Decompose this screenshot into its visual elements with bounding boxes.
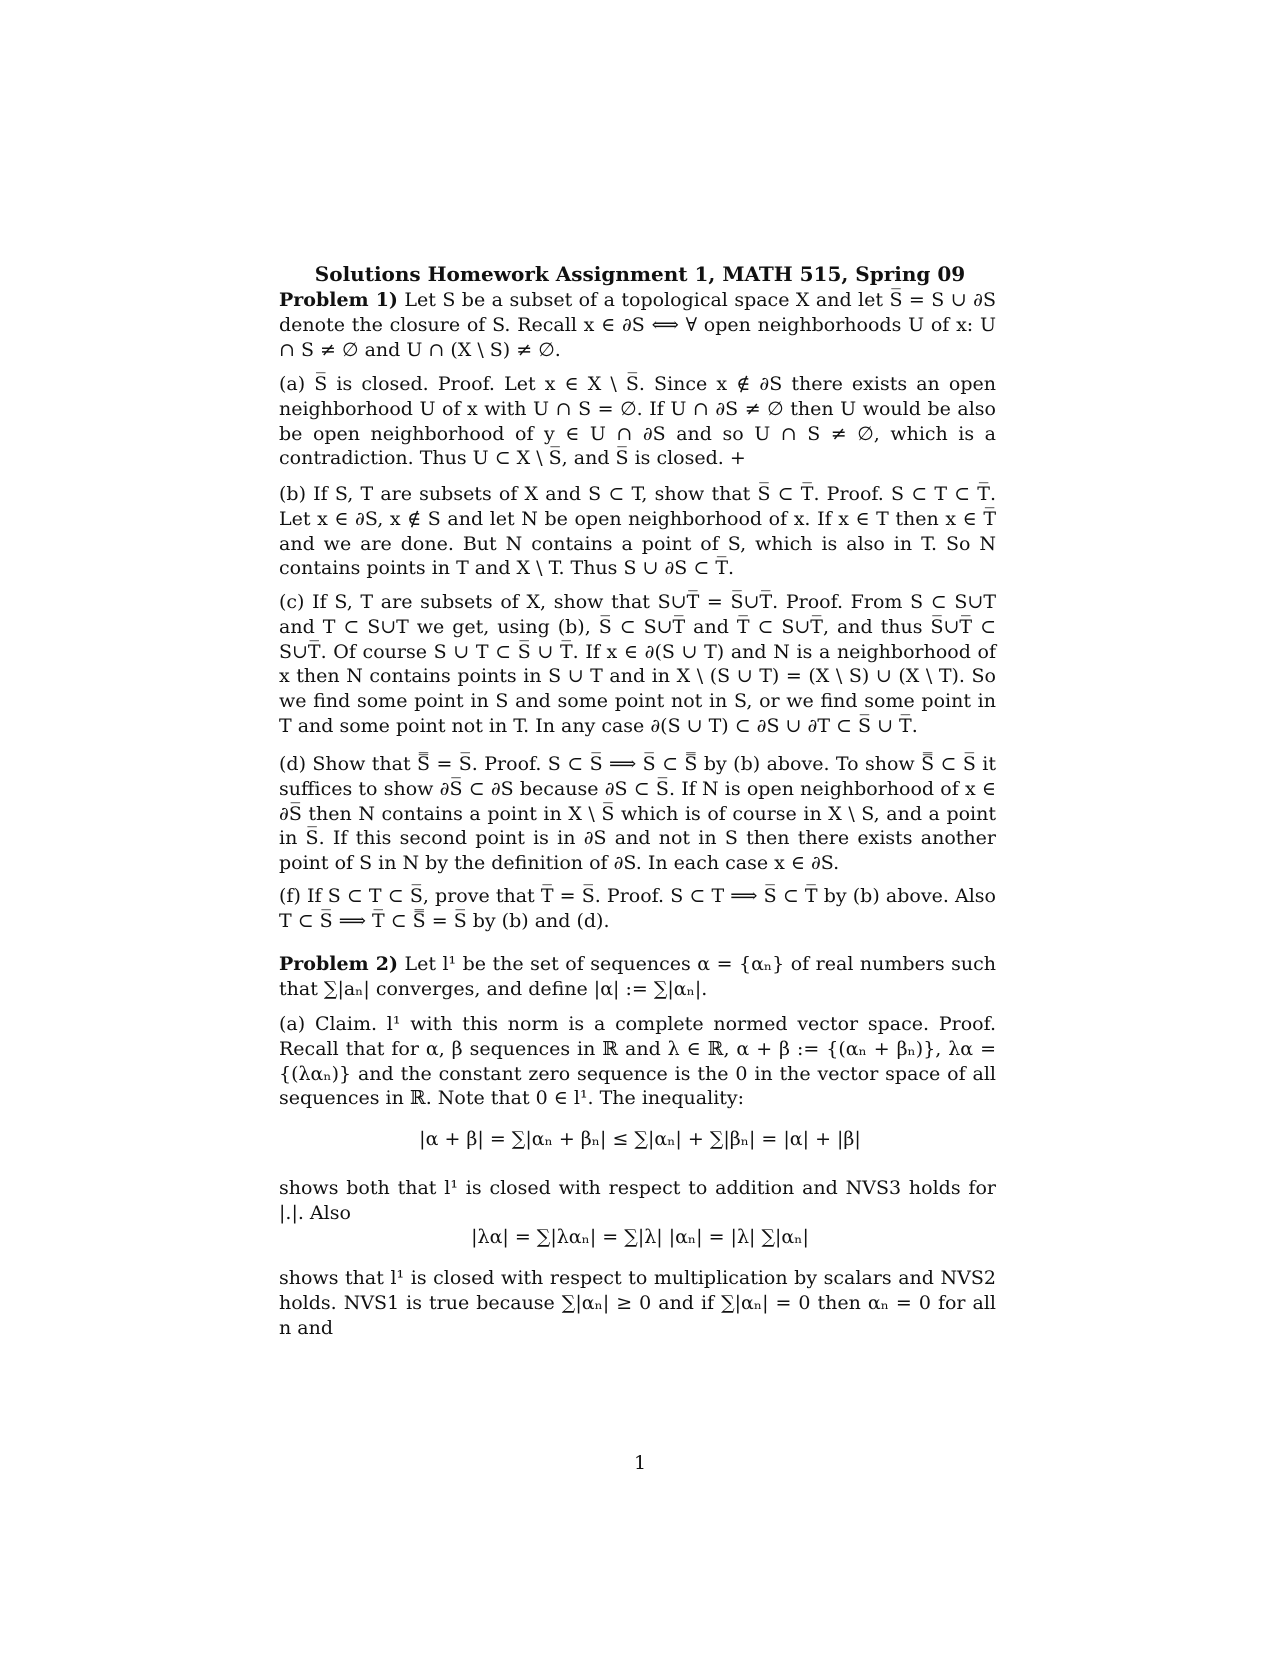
problem-1-part-b: (b) If S, T are subsets of X and S ⊂ T, show that S̅ ⊂ T̅. Proof. S ⊂ T ⊂ T̅. Let x ∈ ∂S, x ∉ S and let N be open neighborhood of x. If x ∈ T then x ∈ T̅ and we are done. But N contains a point of S, which is also in T. So N contains points in T and X \ T. Thus S ∪ ∂S ⊂ T̅. [279,483,996,580]
problem-2-intro [279,952,996,1002]
page-number: 1 [633,1452,647,1474]
problem-1-intro [279,288,996,362]
problem-2-part-a: (a) Claim. l¹ with this norm is a complete normed vector space. Proof. Recall that for α, β sequences in ℝ and λ ∈ ℝ, α + β := {(αₙ + βₙ)}, λα = {(λαₙ)} and the constant zero sequence is the 0 in the vector space of all sequences in ℝ. Note that 0 ∈ l¹. The inequality: [279,1013,996,1110]
problem-2-intro-text: Let l¹ be the set of sequences α = {αₙ} of real numbers such that ∑|aₙ| converges, and define |α| := ∑|αₙ|. [279,953,996,1000]
equation-triangle-inequality: |α + β| = ∑|αₙ + βₙ| ≤ ∑|αₙ| + ∑|βₙ| = |α| + |β| [419,1128,861,1150]
equation-scalar-homogeneity: |λα| = ∑|λαₙ| = ∑|λ| |αₙ| = |λ| ∑|αₙ| [471,1226,809,1248]
problem-1-intro-text: Let S be a subset of a topological space X and let S̅ = S ∪ ∂S denote the closure of S. Recall x ∈ ∂S ⟺ ∀ open neighborhoods U of x: U ∩ S ≠ ∅ and U ∩ (X \ S) ≠ ∅. [279,289,996,361]
problem-1-part-c: (c) If S, T are subsets of X, show that S∪T̅ = S̅∪T̅. Proof. From S ⊂ S∪T and T ⊂ S∪T we get, using (b), S̅ ⊂ S∪T̅ and T̅ ⊂ S∪T̅, and thus S̅∪T̅ ⊂ S∪T̅. Of course S ∪ T ⊂ S̅ ∪ T̅. If x ∈ ∂(S ∪ T) and N is a neighborhood of x then N contains points in S ∪ T and in X \ (S ∪ T) = (X \ S) ∪ (X \ T). So we find some point in S and some point not in S, or we find some point in T and some point not in T. In any case ∂(S ∪ T) ⊂ ∂S ∪ ∂T ⊂ S̅ ∪ T̅. [279,591,996,737]
problem-2-heading: Problem 2) [279,953,398,975]
problem-1-part-f: (f) If S ⊂ T ⊂ S̅, prove that T̅ = S̅. Proof. S ⊂ T ⟹ S̅ ⊂ T̅ by (b) above. Also T ⊂ S̅ ⟹ T̅ ⊂ S̿ = S̅ by (b) and (d). [279,885,996,932]
problem-1-part-a: (a) S̅ is closed. Proof. Let x ∈ X \ S̅. Since x ∉ ∂S there exists an open neighborhood U of x with U ∩ S = ∅. If U ∩ ∂S ≠ ∅ then U would be also be open neighborhood of y ∈ U ∩ ∂S and so U ∩ S ≠ ∅, which is a contradiction. Thus U ⊂ X \ S̅, and S̅ is closed. + [279,373,996,470]
problem-2-after-eq2: shows that l¹ is closed with respect to multiplication by scalars and NVS2 holds. NVS1 is true because ∑|αₙ| ≥ 0 and if ∑|αₙ| = 0 then αₙ = 0 for all n and [279,1267,996,1339]
page-title: Solutions Homework Assignment 1, MATH 515, Spring 09 [314,262,966,286]
problem-1-part-d: (d) Show that S̿ = S̅. Proof. S ⊂ S̅ ⟹ S̅ ⊂ S̿ by (b) above. To show S̿ ⊂ S̅ it suffices to show ∂S̅ ⊂ ∂S because ∂S ⊂ S̅. If N is open neighborhood of x ∈ ∂S̅ then N contains a point in X \ S̅ which is of course in X \ S, and a point in S̅. If this second point is in ∂S and not in S then there exists another point of S in N by the definition of ∂S. In each case x ∈ ∂S. [279,753,996,875]
problem-1-heading: Problem 1) [279,289,398,311]
problem-2-after-eq1: shows both that l¹ is closed with respect to addition and NVS3 holds for |.|. Also [279,1177,996,1224]
